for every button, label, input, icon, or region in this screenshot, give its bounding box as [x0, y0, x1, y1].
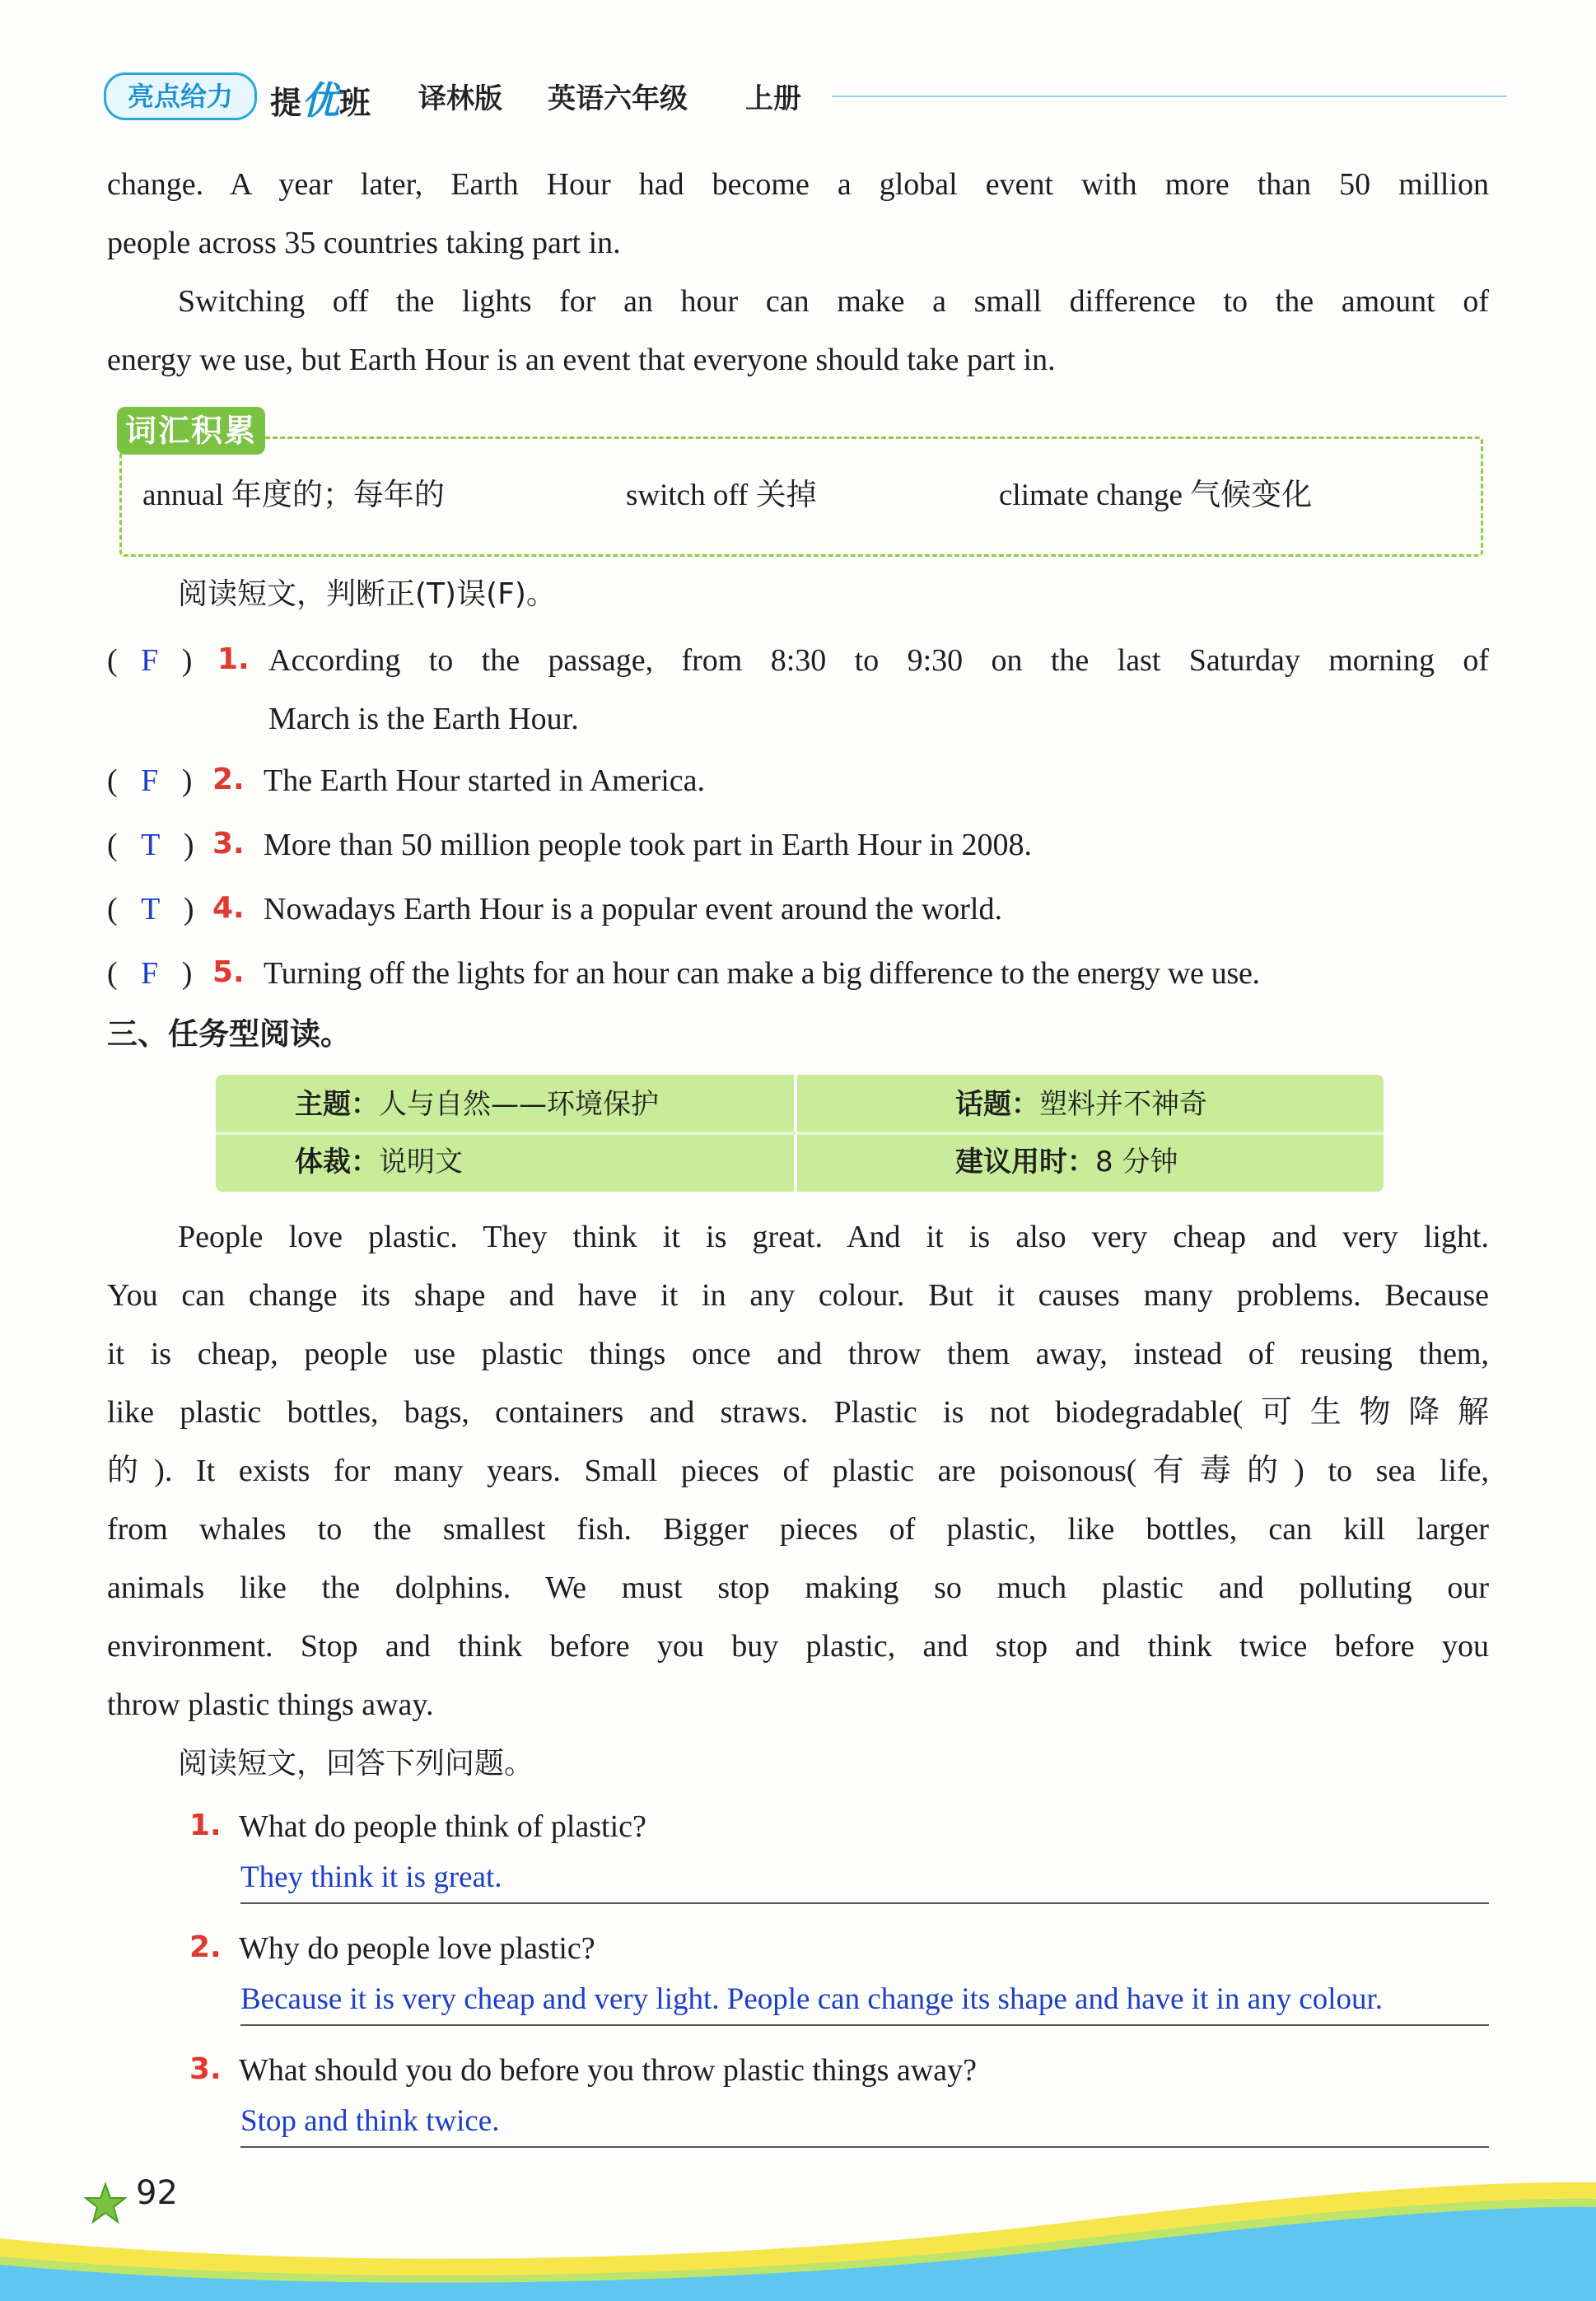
passage2-line: You can change its shape and have it in any colour. But it causes many problems. Because: [107, 1278, 1489, 1313]
passage2-line: People love plastic. They think it is great. And it is also very cheap and very light.: [178, 1220, 1489, 1254]
vocab-item: climate change 气候变化: [999, 478, 1313, 512]
qa-answer[interactable]: Because it is very cheap and very light. People can change its shape and have it in any colour.: [240, 1982, 1384, 2016]
tf-text: More than 50 million people took part in Earth Hour in 2008.: [264, 828, 1032, 862]
qa-question: What do people think of plastic?: [239, 1809, 646, 1844]
answer-line: [240, 2024, 1489, 2026]
passage1-line: people across 35 countries taking part in.: [107, 226, 621, 260]
passage2-line: throw plastic things away.: [107, 1687, 434, 1722]
subject-label: 英语六年级: [548, 82, 688, 115]
passage1-line: change. A year later, Earth Hour had become a global event with more than 50 million: [107, 167, 1489, 202]
passage2-line: from whales to the smallest fish. Bigger pieces of plastic, like bottles, can kill larger: [107, 1512, 1489, 1547]
tf-answer-bracket: ( F ): [107, 763, 193, 798]
tf-answer-bracket: ( F ): [107, 643, 193, 678]
vocab-item: switch off 关掉: [626, 478, 817, 512]
footer-wave: [0, 2174, 1596, 2301]
vocab-title: 词汇积累: [117, 407, 265, 455]
qa-question: Why do people love plastic?: [239, 1931, 595, 1966]
star-icon: [82, 2181, 128, 2227]
tf-text: According to the passage, from 8:30 to 9:30 on the last Saturday morning of: [268, 643, 1489, 678]
page-number: 92: [136, 2174, 178, 2212]
passage2-line: 的). It exists for many years. Small pieces of plastic are poisonous(有毒的) to sea life,: [107, 1454, 1489, 1488]
qa-answer[interactable]: Stop and think twice.: [240, 2104, 500, 2138]
qa-question: What should you do before you throw plastic things away?: [239, 2053, 977, 2088]
tf-text: March is the Earth Hour.: [268, 702, 579, 736]
info-table: [216, 1075, 1384, 1192]
info-genre: 体裁：说明文: [295, 1146, 463, 1179]
passage2-line: environment. Stop and think before you buy plastic, and stop and think twice before you: [107, 1629, 1489, 1664]
brand-part-c: 班: [339, 85, 371, 121]
edition-label: 译林版: [418, 82, 502, 115]
header-rule: [832, 96, 1507, 97]
tf-text: The Earth Hour started in America.: [264, 763, 706, 798]
passage1-line: Switching off the lights for an hour can make a small difference to the amount of: [178, 284, 1489, 319]
answer-line: [240, 1902, 1489, 1904]
qa-instruction: 阅读短文，回答下列问题。: [178, 1747, 534, 1781]
tf-text: Nowadays Earth Hour is a popular event around the world.: [264, 892, 1002, 926]
tf-instruction: 阅读短文，判断正(T)误(F)。: [178, 577, 556, 611]
tf-number: 3.: [212, 827, 245, 861]
volume-label: 上册: [745, 82, 801, 115]
section-title: 三、任务型阅读。: [107, 1016, 351, 1052]
tf-answer-bracket: ( F ): [107, 956, 193, 991]
passage2-line: animals like the dolphins. We must stop making so much plastic and polluting our: [107, 1571, 1489, 1605]
tf-number: 5.: [212, 955, 245, 989]
tf-number: 2.: [212, 763, 245, 796]
brand-part-b: 优: [301, 78, 340, 123]
passage2-line: like plastic bottles, bags, containers and straws. Plastic is not biodegradable(可生物降解: [107, 1395, 1489, 1430]
qa-number: 1.: [189, 1809, 222, 1842]
tf-answer-bracket: ( T ): [107, 892, 194, 926]
tf-number: 4.: [212, 891, 245, 925]
answer-line: [240, 2146, 1489, 2148]
qa-number: 3.: [189, 2052, 222, 2086]
qa-answer[interactable]: They think it is great.: [240, 1860, 502, 1894]
tf-text: Turning off the lights for an hour can make a big difference to the energy we use.: [264, 956, 1260, 991]
brand-title: [270, 71, 371, 125]
vocab-item: annual 年度的；每年的: [142, 478, 445, 512]
tf-answer-bracket: ( T ): [107, 828, 194, 862]
info-theme: 主题：人与自然——环境保护: [295, 1088, 659, 1121]
info-time: 建议用时：8 分钟: [955, 1146, 1178, 1179]
passage1-line: energy we use, but Earth Hour is an event that everyone should take part in.: [107, 343, 1056, 377]
qa-number: 2.: [189, 1930, 222, 1964]
tf-number: 1.: [217, 642, 250, 676]
series-logo: 亮点给力: [104, 72, 257, 120]
passage2-line: it is cheap, people use plastic things once and throw them away, instead of reusing them,: [107, 1337, 1489, 1371]
info-topic: 话题：塑料并不神奇: [955, 1088, 1207, 1121]
brand-part-a: 提: [270, 85, 302, 121]
